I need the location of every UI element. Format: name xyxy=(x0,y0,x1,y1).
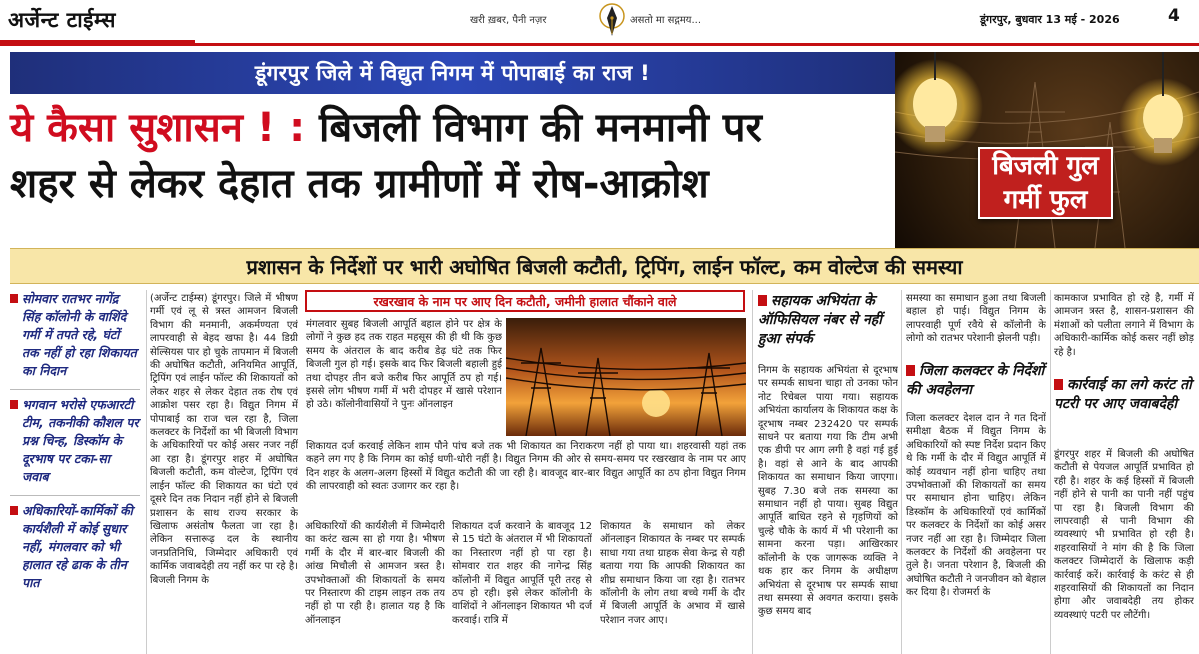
tagline: खरी ख़बर, पैनी नज़र xyxy=(470,15,547,26)
logo-underline xyxy=(0,40,195,44)
artwork-caption: बिजली गुल गर्मी फुल xyxy=(978,147,1113,219)
section-head-assistant-engineer xyxy=(758,292,898,349)
article-column-4: शिकायत के समाधान को लेकर ऑनलाइन शिकायत के नम्बर पर सम्पर्क साधा गया तथा ग्राहक सेवा केन्द्र से यही बताया गया कि आपकी शिकायत का शीघ्र समाधान किया जा रहा है। रातभर कॉलोनी के लोग तथा बच्चे गर्मी के दौर में बिजली आपूर्ति के अभाव में खासे परेशान नजर आए। xyxy=(600,521,745,626)
red-marker xyxy=(758,295,767,306)
headline-red-part: ये कैसा सुशासन ! : xyxy=(10,105,306,151)
power-lines-photo xyxy=(506,318,746,436)
article-column-5: निगम के सहायक अभियंता से दूरभाष पर सम्पर्क साधना चाहा तो उनका फोन नोट रिचेबल पाया गया। सहायक अभियंता कार्यालय के शिकायत कक्ष के दूरभाष नम्बर 232420 पर सम्पर्क साधने पर बताया गया कि टीम अभी एक डीपी पर आग लगी है वहां गई हुई है। वहां से आने के बाद आपकी शिकायत का समाधान किया जाएगा। सुबह 7.30 बजे तक समस्या का समाधान नहीं हो पाया। सुबह विद्युत आपूर्ति बाधित रहने से गृहणियों को चुल्हे चौके के कार्य में भी परेशानी का सामना करना पड़ा। आखिरकार कॉलोनी के एक जागरूक व्यक्ति ने थक हार कर निगम के अधीक्षण अभियंता से दूरभाष पर सम्पर्क साधा तथा समस्या से अवगत कराया। इसके कुछ समय बाद xyxy=(758,365,898,618)
article-column-2: अधिकारियों की कार्यशैली में जिम्मेदारी का करंट खत्म सा हो गया है। भीषण गर्मी के दौर में बार-बार बिजली की आंख मिचौली से आमजन त्रस्त है। उपभोक्ताओं की शिकायतों के समय पर निस्तारण की टाइम लाइन तक तय नहीं हो पा रही है। हालात यह है कि ऑनलाइन xyxy=(305,521,445,626)
subheadline: प्रशासन के निर्देशों पर भारी अघोषित बिजली कटौती, ट्रिपिंग, लाईन फॉल्ट, कम वोल्टेज की समस्या xyxy=(10,248,1199,284)
article-column-6: जिला कलक्टर देशल दान ने गत दिनों समीक्षा बैठक में विद्युत निगम के अधिकारियों को स्पष्ट निर्देश प्रदान किए थे कि गर्मी के दौर में विद्युत आपूर्ति में कोई व्यवधान नहीं होना चाहिए तथा उपभोक्ताओं की शिकायतों का समय पर समाधान होना चाहिए। लेकिन डिस्कॉम के अधिकारियों एवं कार्मिकों पर कलक्टर के निर्देशों का कोई असर नजर नहीं आ रहा है। जिम्मेदार जिला कलक्टर के निर्देशों की अवहेलना पर तुले है। जनता परेशान है, बिजली की अघोषित कटौती ने जनजीवन को बेहाल कर दिया है। रोजमर्रा के xyxy=(906,413,1046,599)
article-column-7-top: कामकाज प्रभावित हो रहे है, गर्मी में आमजन त्रस्त है, शासन-प्रशासन की मंशाओं को पलीता लगाने में विभाग के अधिकारी-कार्मिक कोई कसर नहीं छोड़ रहे है। xyxy=(1054,293,1194,358)
boxed-story-heading: रखरखाव के नाम पर आए दिन कटौती, जमीनी हालात चौंकाने वाले xyxy=(305,290,745,312)
teaser-divider xyxy=(10,486,140,496)
section-head-collector xyxy=(906,362,1046,400)
headline-line-2: शहर से लेकर देहात तक ग्रामीणों में रोष-आक्रोश xyxy=(10,161,709,207)
teaser-1: सोमवार रातभर नागेंद्र सिंह कॉलोनी के वाशिंदे गर्मी में तपते रहे, घंटों तक नहीं हो रहा शिकायत का निदान xyxy=(10,290,140,380)
fountain-pen-icon xyxy=(598,3,626,39)
main-headline xyxy=(10,100,762,212)
red-marker xyxy=(906,365,915,376)
headline-line-1 xyxy=(10,100,762,156)
teaser-column xyxy=(10,290,140,654)
section-head-action xyxy=(1054,376,1194,414)
article-column-1: (अर्जेन्ट टाईम्स) डूंगरपुर। जिले में भीषण गर्मी एवं लू से त्रस्त आमजन बिजली विभाग की मनमानी, अकर्मण्यता एवं लापरवाही से बेहद खफा है। 44 डिग्री सेल्सियस पार हो चुके तापमान में बिजली की अघोषित कटौती, अनियमित आपूर्ति, ट्रिपिंग एवं लाईन फॉल्ट की शिकायतों को लेकर शहर से लेकर देहात तक रोष एवं आक्रोश पसर रहा है। विद्युत निगम में पोपाबाई का राज चल रहा है, जिला कलक्टर के निर्देशों का भी बिजली विभाग के अधिकारियों पर कोई असर नजर नहीं आ रहा है। डूंगरपुर शहर में अघोषित बिजली कटौती, कम वोल्टेज, ट्रिपिंग एवं लाईन फॉल्ट की शिकायत का घंटो एवं दूसरे दिन तक निदान नहीं होने से बिजली प्रशासन के साथ राज्य सरकार के खिलाफ असंतोष फैलता जा रहा है। लेकिन सत्तारूढ़ दल के स्थानीय जनप्रतिनिधि, जिम्मेदार अधिकारी एवं कार्मिक जवाबदेही तय नहीं कर पा रहे है। बिजली निगम के xyxy=(150,293,298,586)
section-head-text: कार्रवाई का लगे करंट तो पटरी पर आए जवाबदेही xyxy=(1054,377,1192,412)
teaser-divider xyxy=(10,380,140,390)
article-column-6-top: समस्या का समाधान हुआ तथा बिजली बहाल हो पाई। विद्युत निगम के लापरवाही पूर्ण रवैये से कॉलोनी के लोगो को रातभर परेशानी झेलनी पड़ी। xyxy=(906,293,1046,345)
column-rule xyxy=(752,290,753,654)
dateline: डूंगरपुर, बुधवार 13 मई - 2026 xyxy=(980,13,1120,26)
section-head-text: सहायक अभियंता के ऑफिसियल नंबर से नहीं हुआ संपर्क xyxy=(758,293,882,347)
motto: असतो मा सद्गमय... xyxy=(630,15,702,26)
column-rule xyxy=(1050,290,1051,654)
masthead xyxy=(0,0,1199,46)
newspaper-logo: अर्जेन्ट टाईम्स xyxy=(8,7,116,32)
boxed-story-text-left: मंगलवार सुबह बिजली आपूर्ति बहाल होने पर क्षेत्र के लोगों ने कुछ हद तक राहत महसूस की ही थी कि कुछ समय के अंतराल के बाद करीब डेढ़ घंटे तक फिर बिजली गुल हो गई। इसके बाद फिर बिजली बहाली हुई तथा दोपहर तीन बजे करीब फिर आपूर्ति ठप हो गई। इससे लोग भीषण गर्मी में भरी दोपहर में खासे परेशान हो उठे। कॉलोनीवासियों ने पुनः ऑनलाइन xyxy=(306,319,502,411)
section-head-text: जिला कलक्टर के निर्देशों की अवहेलना xyxy=(906,363,1045,398)
top-banner: डूंगरपुर जिले में विद्युत निगम में पोपाबाई का राज ! xyxy=(10,52,895,94)
column-rule xyxy=(146,290,147,654)
bulb-artwork xyxy=(895,52,1199,248)
page-number: 4 xyxy=(1168,6,1180,26)
article-column-7: डूंगरपुर शहर में बिजली की अघोषित कटौती से पेयजल आपूर्ति प्रभावित हो रही है। शहर के कई हिस्सों में बिजली नहीं होने से पानी का पानी नहीं पहुंच पा रहा है। बिजली विभाग की लापरवाही से पानी विभाग की व्यवस्थाएं भी प्रभावित हो रही है। शहरवासियों ने मांग की है कि जिला कलक्टर जिम्मेदारों के खिलाफ कड़ी कार्रवाई करें। कार्रवाई के करंट से ही शहरवासियों की शिकायतों का निदान होगा और जवाबदेही तय होकर व्यवस्थाएं पटरी पर लौटेंगी। xyxy=(1054,449,1194,621)
column-rule xyxy=(901,290,902,654)
teaser-2: भगवान भरोसे एफआरटी टीम, तकनीकी कौशल पर प्रश्न चिन्ह, डिस्कॉम के दूरभाष पर टका-सा जवाब xyxy=(10,396,140,486)
headline-line-1-text: बिजली विभाग की मनमानी पर xyxy=(319,105,762,151)
boxed-story-text-wide: शिकायत दर्ज करवाई लेकिन शाम पौने पांच बजे तक भी शिकायत का निराकरण नहीं हो पाया था। शहरवासी यहां तक कहने लग गए है कि निगम का कोई धणी-धोरी नहीं है। विद्युत निगम की ओर से समय-समय पर रखरखाव के नाम पर आए दिन शहर के अलग-अलग हिस्सों में विद्युत कटौती की जा रही है। बावजूद बार-बार विद्युत आपूर्ति का ठप होना विद्युत निगम की लापरवाही को स्वतः उजागर कर रहा है। xyxy=(306,441,746,493)
red-marker xyxy=(1054,379,1063,390)
article-column-3: शिकायत दर्ज करवाने के बावजूद 12 से 15 घंटो के अंतराल में भी शिकायतों का निस्तारण नहीं हो पा रहा है। सोमवार रात शहर की नागेन्द्र सिंह कॉलोनी में विद्युत आपूर्ति पूरी तरह से ठप हो रही। इसे लेकर कॉलोनी के वाशिंदों ने ऑनलाइन शिकायत भी दर्ज करवाई। रात्रि में xyxy=(452,521,592,626)
transmission-tower-icon xyxy=(506,318,746,436)
teaser-3: अधिकारियों-कार्मिकों की कार्यशैली में कोई सुधार नहीं, मंगलवार को भी हालात रहे ढाक के तीन पात xyxy=(10,502,140,592)
